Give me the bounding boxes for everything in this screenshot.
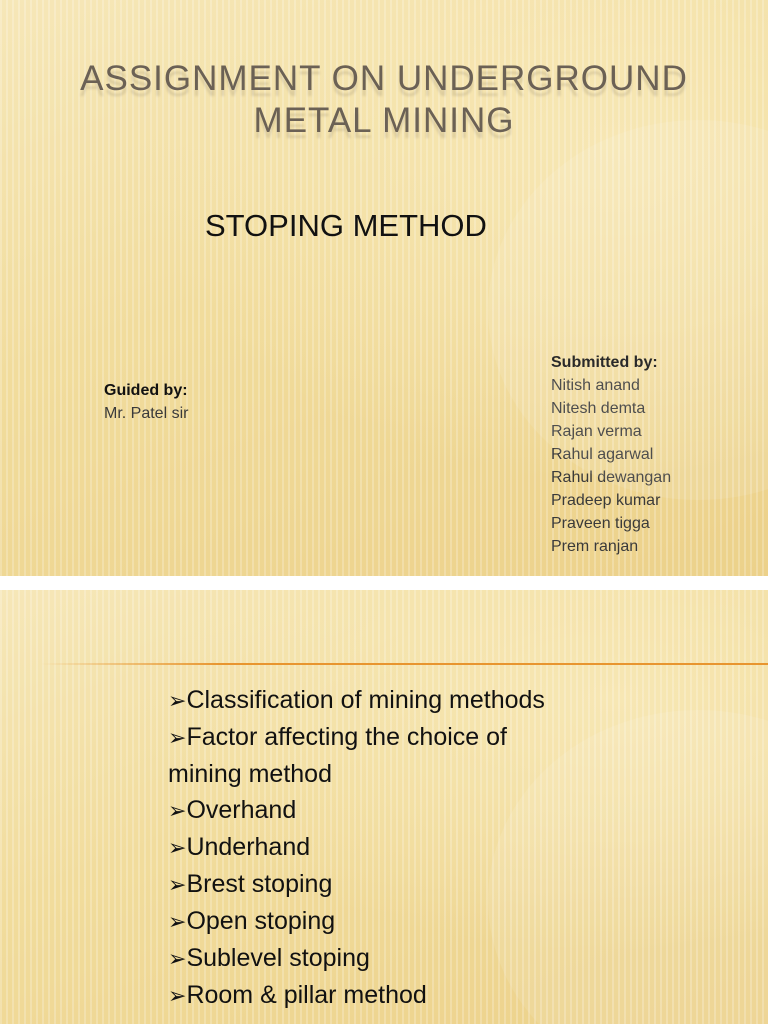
submitter-name: Rajan verma (551, 423, 642, 440)
submitter-name: Rahul dewangan (551, 469, 672, 486)
arrow-bullet-icon: ➢ (168, 983, 187, 1008)
arrow-bullet-icon: ➢ (168, 946, 187, 971)
submitter-name: Nitesh demta (551, 400, 646, 417)
submitter-list (551, 374, 671, 558)
arrow-bullet-icon: ➢ (168, 688, 187, 713)
submitted-by-block (551, 352, 671, 558)
submitter-name: Rahul agarwal (551, 446, 654, 463)
list-item-text: Open stoping (186, 907, 336, 935)
list-item (168, 977, 568, 1014)
arrow-bullet-icon: ➢ (168, 725, 187, 750)
arrow-bullet-icon: ➢ (168, 872, 187, 897)
list-item (168, 903, 568, 940)
list-item-text: Brest stoping (186, 870, 333, 898)
list-item-text: Classification of mining methods (186, 686, 545, 714)
guide-name: Mr. Patel sir (104, 405, 189, 422)
guided-by-label: Guided by: (104, 382, 188, 399)
list-item (168, 829, 568, 866)
submitter-name: Pradeep kumar (551, 492, 661, 509)
list-item-text: Factor affecting the choice of mining method (168, 723, 507, 788)
list-item (168, 866, 568, 903)
slide-2 (0, 590, 768, 1024)
submitter-name: Nitish anand (551, 377, 640, 394)
list-item (168, 682, 568, 719)
arrow-bullet-icon: ➢ (168, 798, 187, 823)
list-item (168, 719, 568, 792)
slide-title: ASSIGNMENT ON UNDERGROUND METAL MINING (80, 59, 688, 140)
submitter-name: Prem ranjan (551, 538, 639, 555)
submitter-name: Praveen tigga (551, 515, 650, 532)
guided-by-block (104, 380, 188, 425)
list-item-text: Underhand (186, 833, 311, 861)
list-item-text: Sublevel stoping (186, 944, 370, 972)
title-divider (40, 663, 768, 665)
arrow-bullet-icon: ➢ (168, 909, 187, 934)
list-item (168, 792, 568, 829)
list-item-text: Overhand (186, 796, 297, 824)
list-item-text: Room & pillar method (186, 981, 427, 1009)
arrow-bullet-icon: ➢ (168, 835, 187, 860)
list-item (168, 940, 568, 977)
submitted-by-label: Submitted by: (551, 354, 658, 371)
topic-list (168, 682, 568, 1014)
slide-subtitle: STOPING METHOD (205, 208, 487, 243)
